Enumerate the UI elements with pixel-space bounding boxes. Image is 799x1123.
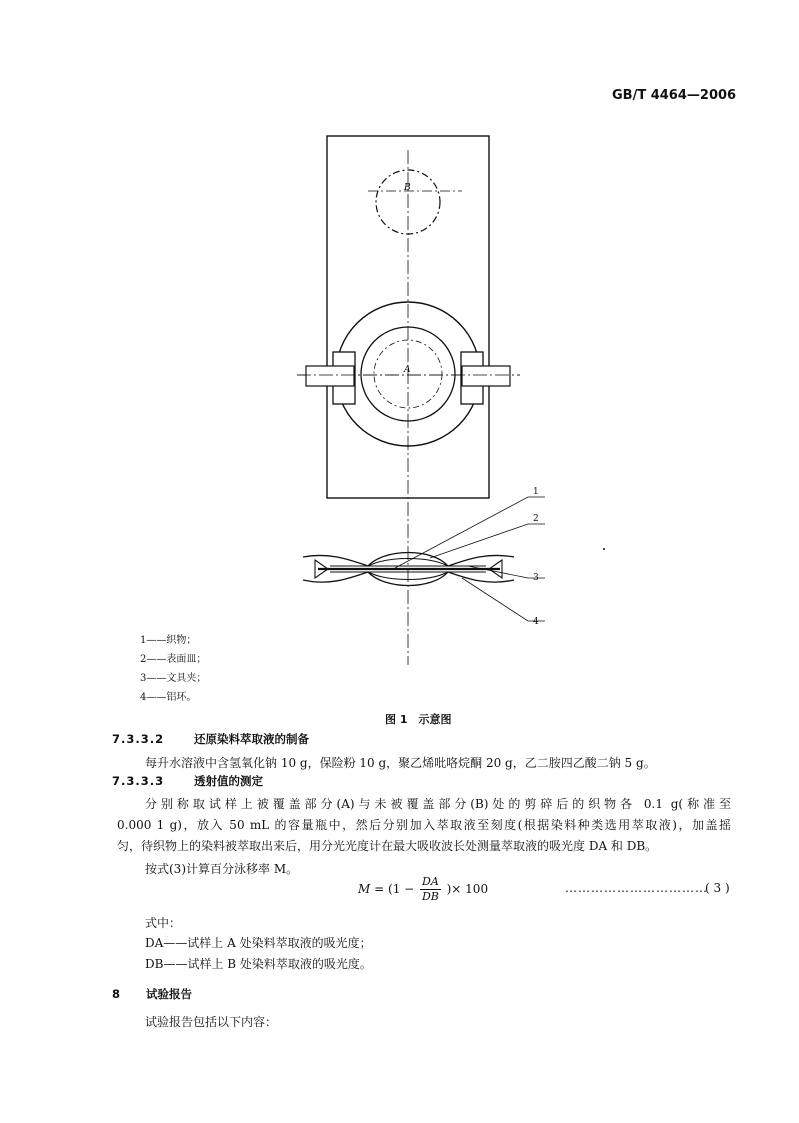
- formula-one-minus: (1 −: [388, 882, 415, 896]
- legend-item-4: 4——铝环。: [140, 692, 197, 703]
- legend-item-3: 3——文具夹；: [140, 673, 207, 684]
- paragraph-line-1: 分别称取试样上被覆盖部分(A)与未被覆盖部分(B)处的剪碎后的织物各 0.1 g(称准至: [145, 797, 731, 811]
- label-b: B: [404, 183, 411, 193]
- where-da: DA——试样上 A 处染料萃取液的吸光度；: [145, 936, 372, 950]
- section-8-heading: [112, 986, 192, 1002]
- section-number: 7.3.3.2: [112, 732, 165, 746]
- formula-numerator: DA: [422, 875, 439, 888]
- paragraph-formula-intro: 按式(3)计算百分泳移率 M。: [145, 862, 299, 876]
- formula-leader-dots: ……………………………: [565, 881, 708, 895]
- callout-1: 1: [533, 487, 539, 497]
- section-title: 试验报告: [146, 987, 192, 1001]
- legend-item-2: 2——表面皿；: [140, 654, 207, 665]
- section-7-3-3-3-heading: [112, 773, 263, 789]
- label-a: A: [404, 365, 411, 375]
- formula-lhs: M: [358, 882, 371, 896]
- formula-close: )× 100: [446, 882, 489, 896]
- figure-caption: 图 1 示意图: [385, 713, 452, 726]
- section-title: 透射值的测定: [194, 774, 263, 788]
- where-intro: 式中：: [145, 916, 182, 930]
- section-title: 还原染料萃取液的制备: [194, 732, 309, 746]
- callout-2: 2: [533, 514, 539, 524]
- where-db: DB——试样上 B 处染料萃取液的吸光度。: [145, 957, 372, 971]
- formula-fraction: [420, 875, 441, 904]
- paragraph-line-3: 匀，待织物上的染料被萃取出来后，用分光光度计在最大吸收波长处测量萃取液的吸光度 DA 和 DB。: [117, 839, 658, 853]
- paragraph-line-2: 0.000 1 g)，放入 50 mL 的容量瓶中，然后分别加入萃取液至刻度(根据染料种类选用萃取液)，加盖摇: [117, 818, 731, 832]
- formula-equals: =: [374, 882, 385, 896]
- section-number: 8: [112, 987, 122, 1001]
- callout-3: 3: [533, 573, 539, 583]
- formula-denominator: DB: [421, 890, 439, 903]
- section-number: 7.3.3.3: [112, 774, 165, 788]
- standard-number: GB/T 4464—2006: [612, 88, 737, 103]
- section-7-3-3-2-heading: [112, 731, 309, 747]
- legend-item-1: 1——织物；: [140, 635, 197, 646]
- formula-number: ( 3 ): [705, 881, 730, 895]
- formula-3: [358, 875, 488, 904]
- paragraph-extract-solution: 每升水溶液中含氢氧化钠 10 g，保险粉 10 g，聚乙烯吡咯烷酮 20 g，乙二胺四乙酸二钠 5 g。: [145, 756, 656, 770]
- callout-4: 4: [533, 617, 539, 627]
- paragraph-report: 试验报告包括以下内容：: [145, 1015, 278, 1029]
